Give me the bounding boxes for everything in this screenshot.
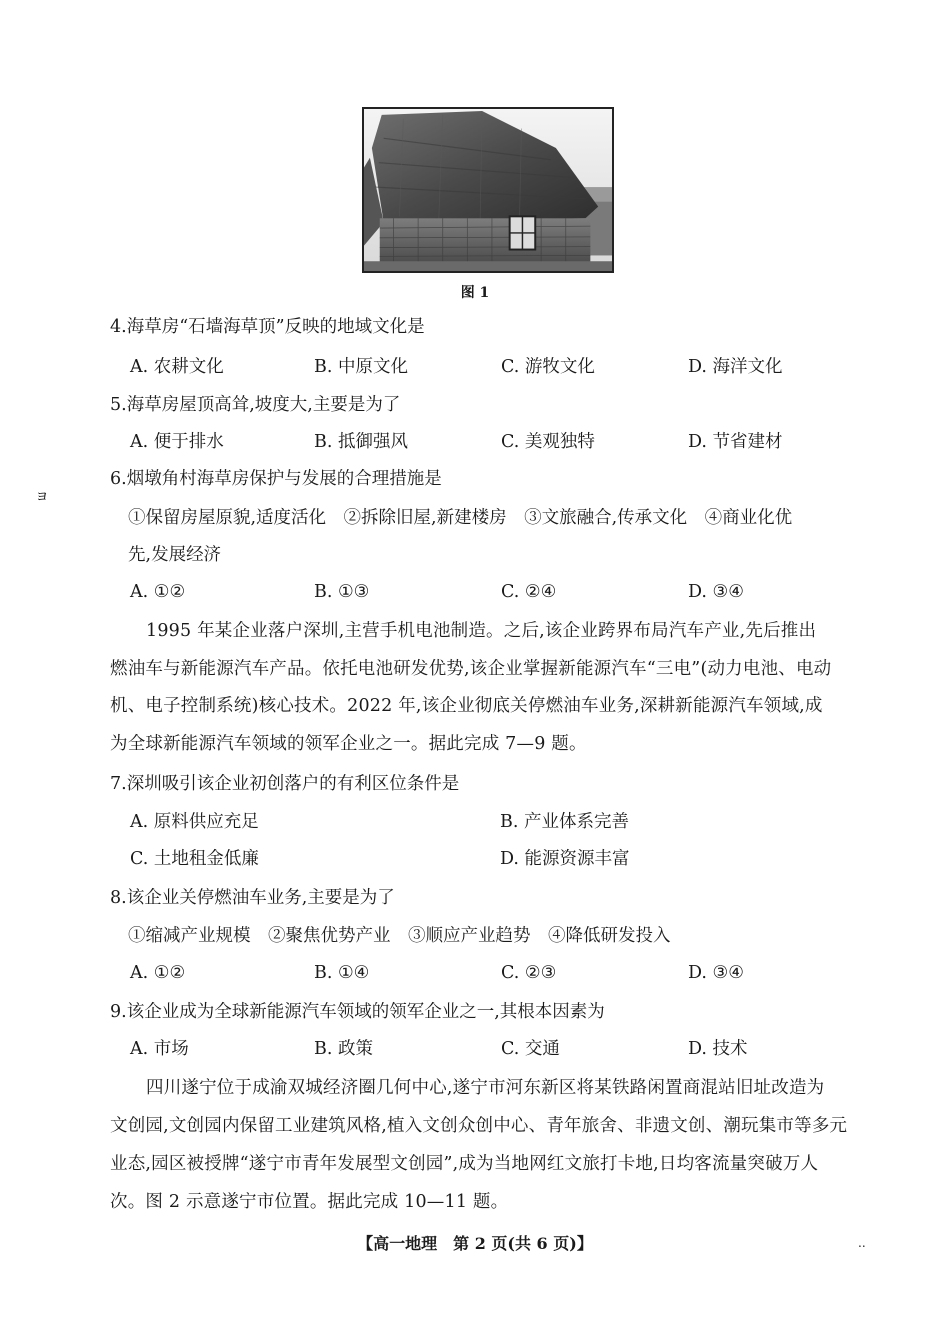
margin-mark: ョ xyxy=(34,485,51,504)
passage2-line: 文创园,文创园内保留工业建筑风格,植入文创众创中心、青年旅舍、非遗文创、潮玩集市等多元 xyxy=(110,1116,848,1136)
q5-option-a[interactable]: A. 便于排水 xyxy=(130,432,224,452)
q9-option-c[interactable]: C. 交通 xyxy=(501,1039,560,1059)
q6-option-d[interactable]: D. ③④ xyxy=(688,582,744,602)
q6-option-a[interactable]: A. ①② xyxy=(130,582,186,602)
passage1-line: 机、电子控制系统)核心技术。2022 年,该企业彻底关停燃油车业务,深耕新能源汽车领域,成 xyxy=(110,696,823,716)
q6-option-b[interactable]: B. ①③ xyxy=(314,582,370,602)
q4-stem: 4.海草房“石墙海草顶”反映的地域文化是 xyxy=(110,317,425,337)
passage1-line: 为全球新能源汽车领域的领军企业之一。据此完成 7—9 题。 xyxy=(110,734,587,754)
q5-option-d[interactable]: D. 节省建材 xyxy=(688,432,783,452)
q9-option-d[interactable]: D. 技术 xyxy=(688,1039,748,1059)
passage2-line: 业态,园区被授牌“遂宁市青年发展型文创园”,成为当地网红文旅打卡地,日均客流量突破万人 xyxy=(110,1154,819,1174)
q8-items: ①缩减产业规模 ②聚焦优势产业 ③顺应产业趋势 ④降低研发投入 xyxy=(128,926,671,946)
q8-stem: 8.该企业关停燃油车业务,主要是为了 xyxy=(110,888,395,908)
q6-option-c[interactable]: C. ②④ xyxy=(501,582,557,602)
q7-option-c[interactable]: C. 土地租金低廉 xyxy=(130,849,259,869)
footer-dots: .. xyxy=(858,1236,866,1250)
q5-stem: 5.海草房屋顶高耸,坡度大,主要是为了 xyxy=(110,395,401,415)
q4-option-d[interactable]: D. 海洋文化 xyxy=(688,357,783,377)
q6-items-line2: 先,发展经济 xyxy=(128,545,222,565)
q4-option-c[interactable]: C. 游牧文化 xyxy=(501,357,595,377)
seaweed-house-photo xyxy=(362,107,614,273)
q8-option-c[interactable]: C. ②③ xyxy=(501,963,557,983)
q9-option-a[interactable]: A. 市场 xyxy=(130,1039,189,1059)
thatched-house-image xyxy=(364,109,612,271)
q7-stem: 7.深圳吸引该企业初创落户的有利区位条件是 xyxy=(110,774,460,794)
q5-option-c[interactable]: C. 美观独特 xyxy=(501,432,595,452)
q7-option-d[interactable]: D. 能源资源丰富 xyxy=(500,849,630,869)
passage1-line: 1995 年某企业落户深圳,主营手机电池制造。之后,该企业跨界布局汽车产业,先后推出 xyxy=(146,621,817,641)
q7-option-a[interactable]: A. 原料供应充足 xyxy=(130,812,259,832)
q6-items-line1: ①保留房屋原貌,适度活化 ②拆除旧屋,新建楼房 ③文旅融合,传承文化 ④商业化优 xyxy=(128,508,793,528)
q8-option-d[interactable]: D. ③④ xyxy=(688,963,744,983)
passage2-line: 次。图 2 示意遂宁市位置。据此完成 10—11 题。 xyxy=(110,1192,509,1212)
q5-option-b[interactable]: B. 抵御强风 xyxy=(314,432,408,452)
q7-option-b[interactable]: B. 产业体系完善 xyxy=(500,812,629,832)
figure-caption: 图 1 xyxy=(460,285,490,301)
q8-option-b[interactable]: B. ①④ xyxy=(314,963,370,983)
page-footer: 【高一地理 第 2 页(共 6 页)】 xyxy=(357,1234,593,1253)
passage2-line: 四川遂宁位于成渝双城经济圈几何中心,遂宁市河东新区将某铁路闲置商混站旧址改造为 xyxy=(146,1078,825,1098)
q8-option-a[interactable]: A. ①② xyxy=(130,963,186,983)
q6-stem: 6.烟墩角村海草房保护与发展的合理措施是 xyxy=(110,469,442,489)
q4-option-b[interactable]: B. 中原文化 xyxy=(314,357,408,377)
q9-stem: 9.该企业成为全球新能源汽车领域的领军企业之一,其根本因素为 xyxy=(110,1002,605,1022)
q9-option-b[interactable]: B. 政策 xyxy=(314,1039,373,1059)
q4-option-a[interactable]: A. 农耕文化 xyxy=(130,357,224,377)
passage1-line: 燃油车与新能源汽车产品。依托电池研发优势,该企业掌握新能源汽车“三电”(动力电池、电动 xyxy=(110,659,832,679)
